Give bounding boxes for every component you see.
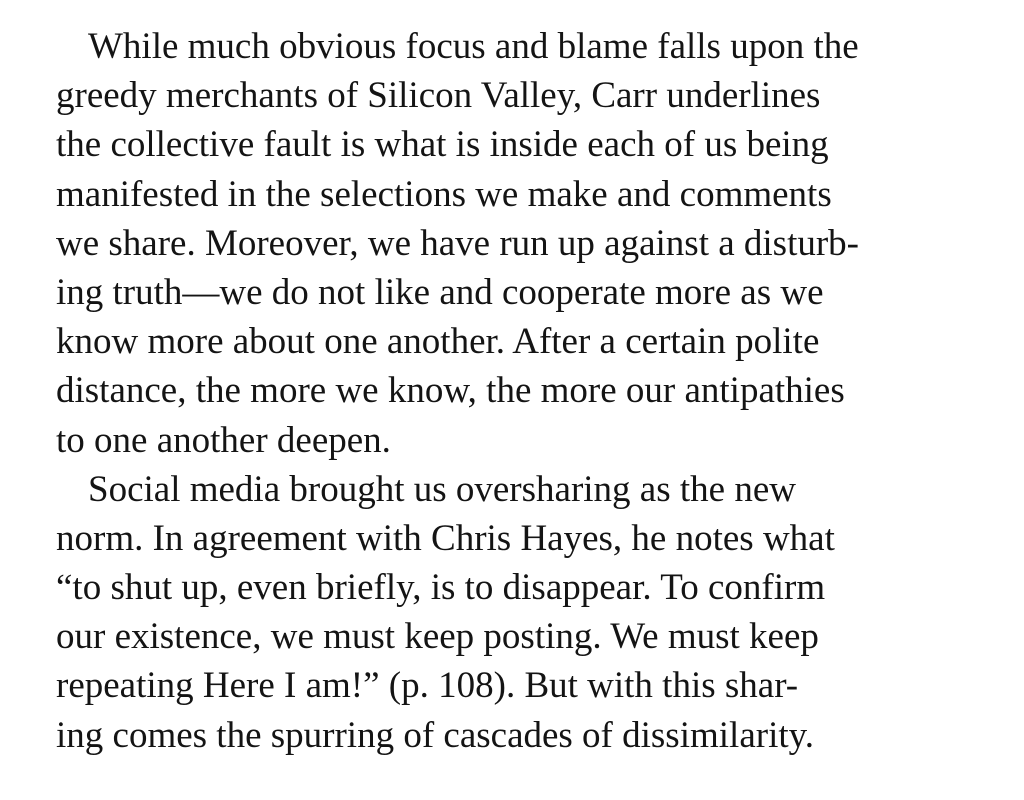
text-line: greedy merchants of Silicon Valley, Carr underlines xyxy=(56,75,821,117)
text-line: our existence, we must keep posting. We must keep xyxy=(56,616,819,658)
text-line: Social media brought us oversharing as the new xyxy=(88,468,796,510)
text-line: know more about one another. After a certain polite xyxy=(56,321,820,363)
text-line: distance, the more we know, the more our antipathies xyxy=(56,370,845,412)
body-text xyxy=(56,22,976,760)
paragraph-2 xyxy=(56,465,976,760)
text-line: norm. In agreement with Chris Hayes, he notes what xyxy=(56,517,835,559)
text-line: ing truth—we do not like and cooperate more as we xyxy=(56,271,824,313)
text-line: manifested in the selections we make and comments xyxy=(56,173,832,215)
text-line: we share. Moreover, we have run up against a disturb- xyxy=(56,222,859,264)
paragraph-1 xyxy=(56,22,976,465)
text-line: While much obvious focus and blame falls upon the xyxy=(88,26,859,67)
text-line: ing comes the spurring of cascades of dissimilarity. xyxy=(56,714,814,756)
text-line: to one another deepen. xyxy=(56,419,391,461)
text-line: “to shut up, even briefly, is to disappear. To confirm xyxy=(56,567,826,609)
text-line: repeating Here I am!” (p. 108). But with this shar- xyxy=(56,665,799,707)
text-line: the collective fault is what is inside each of us being xyxy=(56,124,829,166)
